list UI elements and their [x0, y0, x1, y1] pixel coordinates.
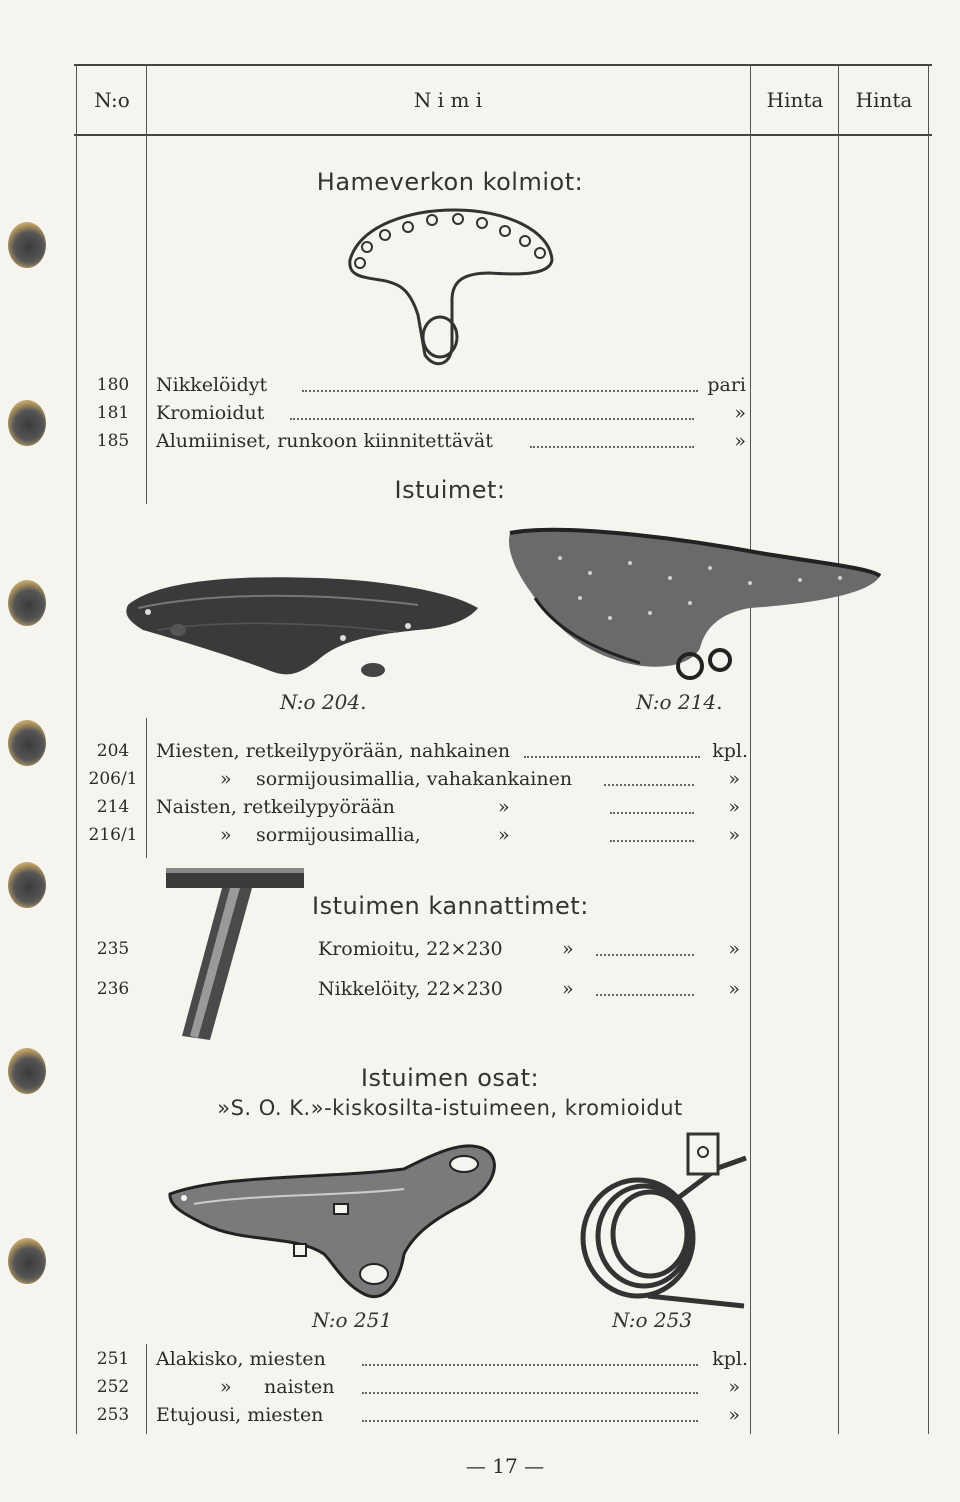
section-title-istuimet: Istuimet:	[394, 476, 506, 504]
image-caption: N:o 253	[612, 1308, 693, 1332]
image-caption: N:o 251	[312, 1308, 393, 1332]
saddle-leather-illustration	[118, 560, 488, 690]
header-name: N i m i	[413, 88, 483, 112]
binder-hole	[8, 222, 46, 268]
section-title-kannattimet: Istuimen kannattimet:	[312, 892, 589, 920]
section-title-osat: Istuimen osat:	[360, 1064, 540, 1092]
list-item: 235 Kromioitu, 22×230 » »	[96, 938, 740, 960]
saddle-spring-illustration	[500, 518, 885, 688]
header-bottom-border	[74, 134, 932, 136]
header-price2: Hinta	[855, 88, 913, 112]
list-item: 185 Alumiiniset, runkoon kiinnitettävät »	[96, 430, 746, 452]
list-item: 236 Nikkelöity, 22×230 » »	[96, 978, 740, 1000]
header-no: N:o	[94, 88, 130, 112]
list-item: 204 Miesten, retkeilypyörään, nahkainen kpl.	[96, 740, 748, 762]
image-caption: N:o 214.	[636, 690, 723, 714]
section-title-hameverkko: Hameverkon kolmiot:	[316, 168, 584, 196]
header-price1: Hinta	[766, 88, 824, 112]
list-item: 253 Etujousi, miesten »	[96, 1404, 740, 1426]
table-top-border	[74, 64, 932, 66]
binder-hole	[8, 580, 46, 626]
binder-hole	[8, 1238, 46, 1284]
page-number: — 17 —	[465, 1454, 545, 1478]
list-item: 206/1 » sormijousimallia, vahakankainen »	[88, 768, 740, 790]
rail-illustration	[164, 1134, 508, 1314]
frame-triangle-illustration	[340, 205, 560, 375]
list-item: 216/1 » sormijousimallia, » »	[88, 824, 740, 846]
list-item: 181 Kromioidut »	[96, 402, 746, 424]
binder-hole	[8, 862, 46, 908]
list-item: 214 Naisten, retkeilypyörään » »	[96, 796, 740, 818]
image-caption: N:o 204.	[280, 690, 367, 714]
spring-illustration	[568, 1128, 752, 1314]
section-subtitle-osat: »S. O. K.»-kiskosilta-istuimeen, kromioidut	[217, 1096, 683, 1120]
list-item: 251 Alakisko, miesten kpl.	[96, 1348, 748, 1370]
list-item: 252 » naisten »	[96, 1376, 740, 1398]
list-item: 180 Nikkelöidyt pari	[96, 374, 746, 396]
binder-hole	[8, 1048, 46, 1094]
